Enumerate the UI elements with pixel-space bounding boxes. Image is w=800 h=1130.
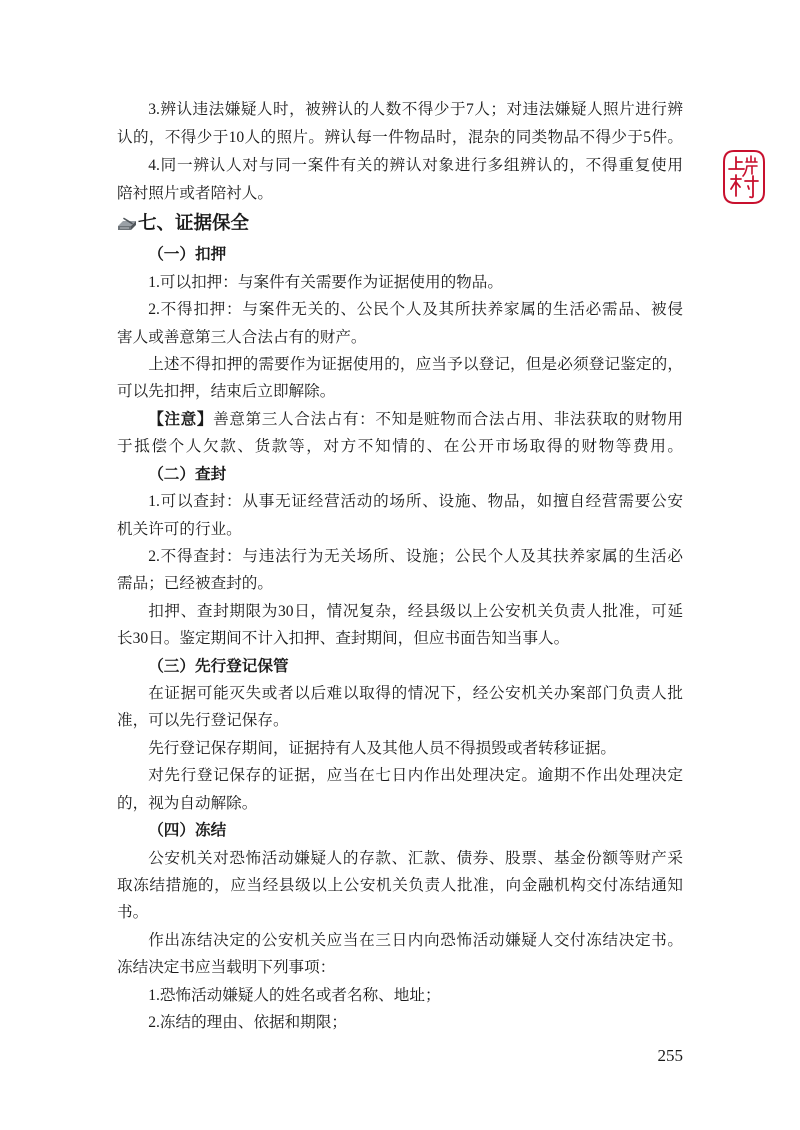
paragraph-line: 需品；已经被查封的。 [117, 575, 273, 593]
paragraph-line: 扣押、查封期限为30日，情况复杂，经县级以上公安机关负责人批准，可延 [148, 602, 683, 620]
subsection-heading-seizure: （一）扣押 [148, 246, 227, 264]
intro-item4-line: 陪衬照片或者陪衬人。 [117, 185, 273, 202]
note-text: 善意第三人合法占有：不知是赃物而合法占用、非法获取的财物用 [213, 410, 683, 428]
paragraph-line: 在证据可能灭失或者以后难以取得的情况下，经公安机关办案部门负责人批 [148, 685, 683, 703]
paragraph-line: 公安机关对恐怖活动嫌疑人的存款、汇款、债券、股票、基金份额等财产采 [148, 849, 683, 867]
list-item: 1.恐怖活动嫌疑人的姓名或者名称、地址； [148, 986, 441, 1004]
paragraph-line: 准，可以先行登记保存。 [117, 712, 289, 730]
intro-block [117, 96, 683, 208]
paragraph-line: 对先行登记保存的证据，应当在七日内作出处理决定。逾期不作出处理决定 [148, 767, 683, 785]
page-number: 255 [657, 1046, 683, 1065]
subsection-heading-sealing: （二）查封 [148, 465, 227, 483]
note-line: 于抵偿个人欠款、货款等，对方不知情的、在公开市场取得的财物等费用。 [117, 438, 683, 456]
paragraph-line: 害人或善意第三人合法占有的财产。 [117, 328, 367, 346]
subsection-heading-preservation: （三）先行登记保管 [148, 657, 289, 675]
paragraph-line: 冻结决定书应当载明下列事项： [117, 959, 336, 977]
paragraph-line: 上述不得扣押的需要作为证据使用的，应当予以登记，但是必须登记鉴定的， [148, 355, 683, 373]
page-body [117, 96, 683, 1037]
paragraph-line: 1.可以扣押：与案件有关需要作为证据使用的物品。 [148, 273, 503, 291]
paragraph-line: 机关许可的行业。 [117, 520, 242, 538]
note-line [117, 406, 683, 433]
paragraph-line: 作出冻结决定的公安机关应当在三日内向恐怖活动嫌疑人交付冻结决定书。 [148, 931, 683, 949]
seal-logo [721, 148, 767, 206]
note-label: 【注意】 [148, 410, 214, 428]
paragraph-line: 的，视为自动解除。 [117, 794, 258, 812]
paragraph-line: 长30日。鉴定期间不计入扣押、查封期间，但应书面告知当事人。 [117, 630, 570, 648]
paragraph-line: 2.不得查封：与违法行为无关场所、设施；公民个人及其扶养家属的生活必 [148, 547, 683, 565]
paragraph-line: 先行登记保存期间，证据持有人及其他人员不得损毁或者转移证据。 [148, 739, 617, 757]
paragraph-line: 2.不得扣押：与案件无关的、公民个人及其所扶养家属的生活必需品、被侵 [148, 301, 683, 319]
intro-item3-line: 3.辨认违法嫌疑人时，被辨认的人数不得少于7人；对违法嫌疑人照片进行辨 [148, 101, 683, 118]
subsection-heading-freezing: （四）冻结 [148, 822, 227, 840]
paragraph-line: 书。 [117, 904, 149, 922]
section-heading [117, 208, 683, 240]
paragraph-line: 取冻结措施的，应当经县级以上公安机关负责人批准，向金融机构交付冻结通知 [117, 877, 683, 894]
paragraph-line: 可以先扣押，结束后立即解除。 [117, 383, 336, 401]
book-stack-icon [117, 217, 137, 232]
list-item: 2.冻结的理由、依据和期限； [148, 1014, 348, 1032]
paragraph-line: 1.可以查封：从事无证经营活动的场所、设施、物品，如擅自经营需要公安 [148, 493, 683, 511]
intro-item4-line: 4.同一辨认人对与同一案件有关的辨认对象进行多组辨认的，不得重复使用 [148, 157, 683, 174]
section-title: 七、证据保全 [138, 214, 250, 234]
intro-item3-line: 认的，不得少于10人的照片。辨认每一件物品时，混杂的同类物品不得少于5件。 [117, 129, 683, 146]
